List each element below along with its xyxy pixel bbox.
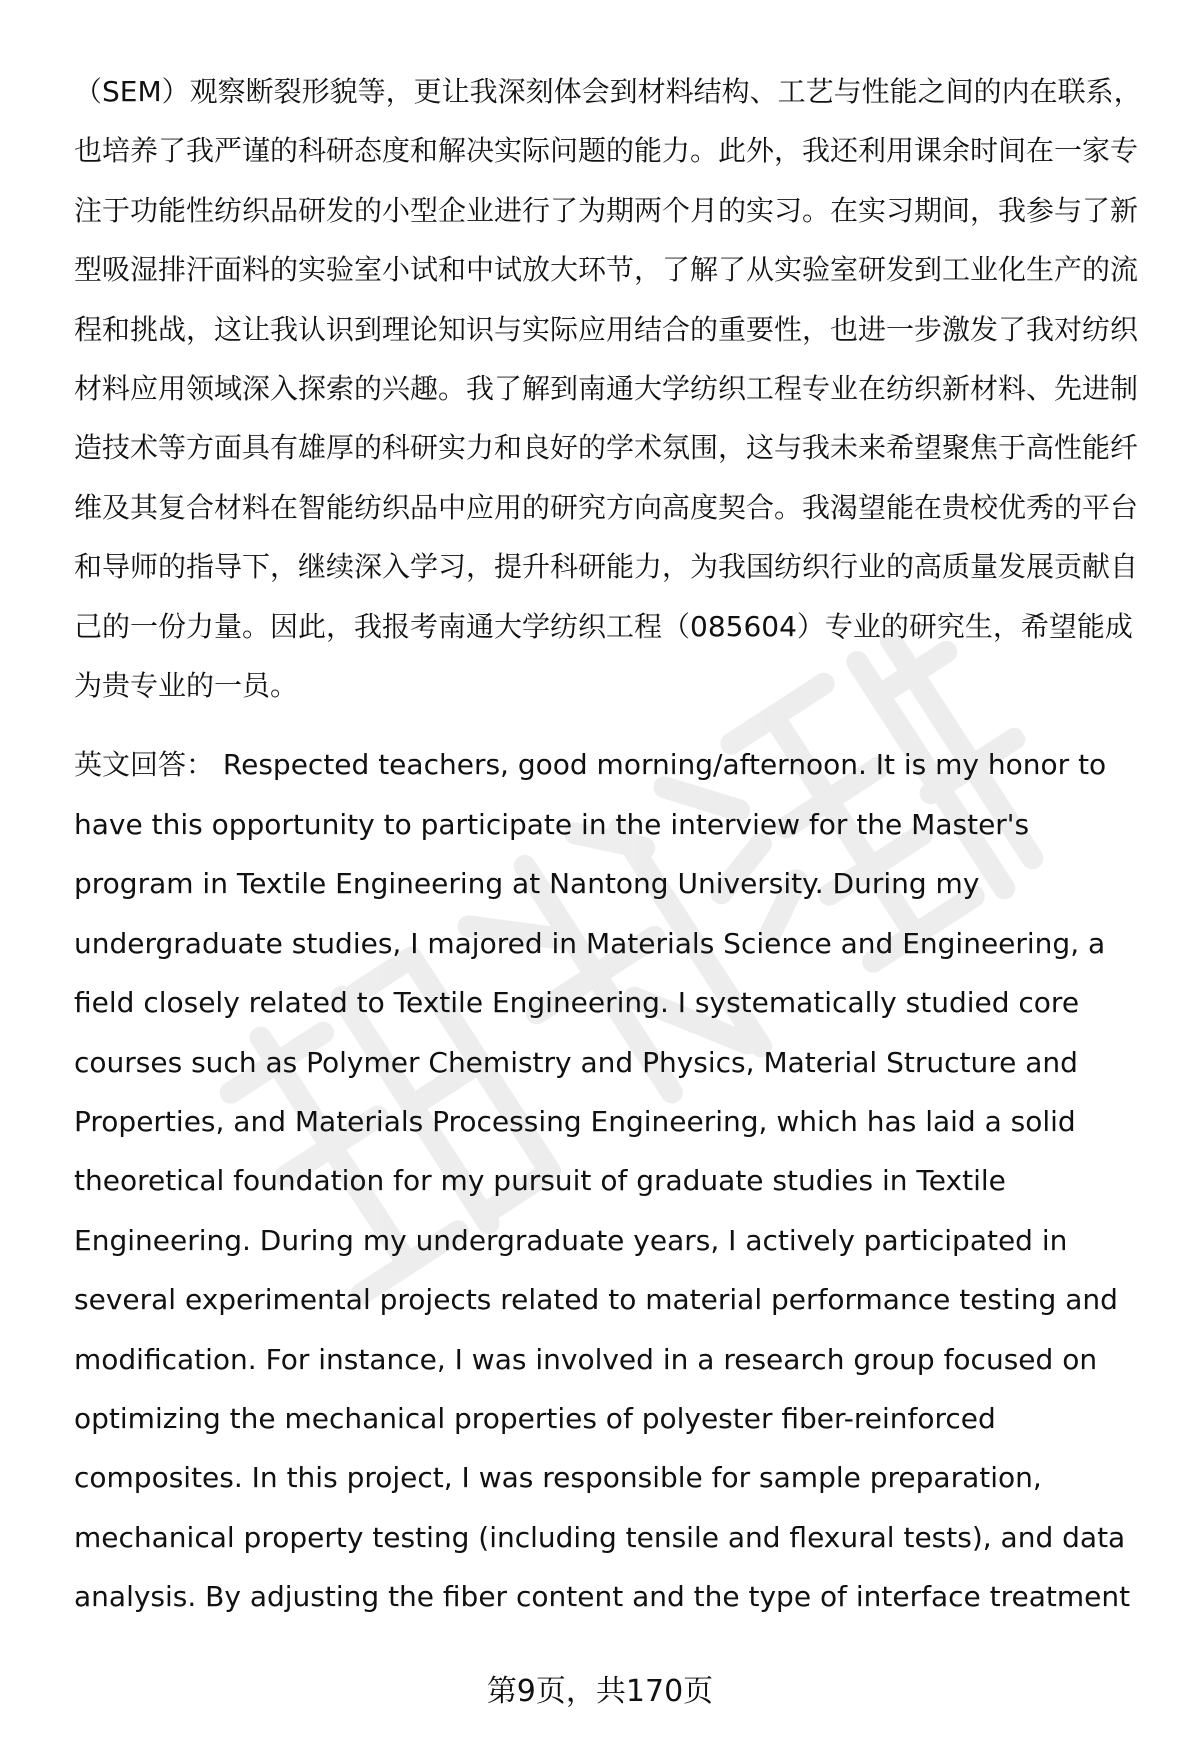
document-body <box>74 62 1148 1627</box>
chinese-paragraph: （SEM）观察断裂形貌等，更让我深刻体会到材料结构、工艺与性能之间的内在联系，也培养了我严谨的科研态度和解决实际问题的能力。此外，我还利用课余时间在一家专注于功能性纺织品研发的小型企业进行了为期两个月的实习。在实习期间，我参与了新型吸湿排汗面料的实验室小试和中试放大环节，了解了从实验室研发到工业化生产的流程和挑战，这让我认识到理论知识与实际应用结合的重要性，也进一步激发了我对纺织材料应用领域深入探索的兴趣。我了解到南通大学纺织工程专业在纺织新材料、先进制造技术等方面具有雄厚的科研实力和良好的学术氛围，这与我未来希望聚焦于高性能纤维及其复合材料在智能纺织品中应用的研究方向高度契合。我渴望能在贵校优秀的平台和导师的指导下，继续深入学习，提升科研能力，为我国纺织行业的高质量发展贡献自己的一份力量。因此，我报考南通大学纺织工程（085604）专业的研究生，希望能成为贵专业的一员。 <box>74 75 1142 703</box>
page-footer <box>0 1672 1200 1712</box>
english-answer-text: Respected teachers, good morning/afternoon. It is my honor to have this opportunity to participate in the interview for the Master's program in Textile Engineering at Nantong University. During my undergraduate studies, I majored in Materials Science and Engineering, a field closely related to Textile Engineering. I systematically studied core courses such as Polymer Chemistry and Physics, Material Structure and Properties, and Materials Processing Engineering, which has laid a solid theoretical foundation for my pursuit of graduate studies in Textile Engineering. During my undergraduate years, I actively participated in several experimental projects related to material performance testing and modification. For instance, I was involved in a research group focused on optimizing the mechanical properties of polyester fiber-reinforced composites. In this project, I was responsible for sample preparation, mechanical property testing (including tensile and flexural tests), and data analysis. By adjusting the fiber content and the type of interface treatment <box>74 748 1131 1614</box>
page-indicator: 第9页，共170页 <box>486 1674 714 1709</box>
english-answer-label: 英文回答： <box>74 748 215 782</box>
english-answer-gap <box>214 748 223 781</box>
english-answer-paragraph <box>74 735 1148 1626</box>
